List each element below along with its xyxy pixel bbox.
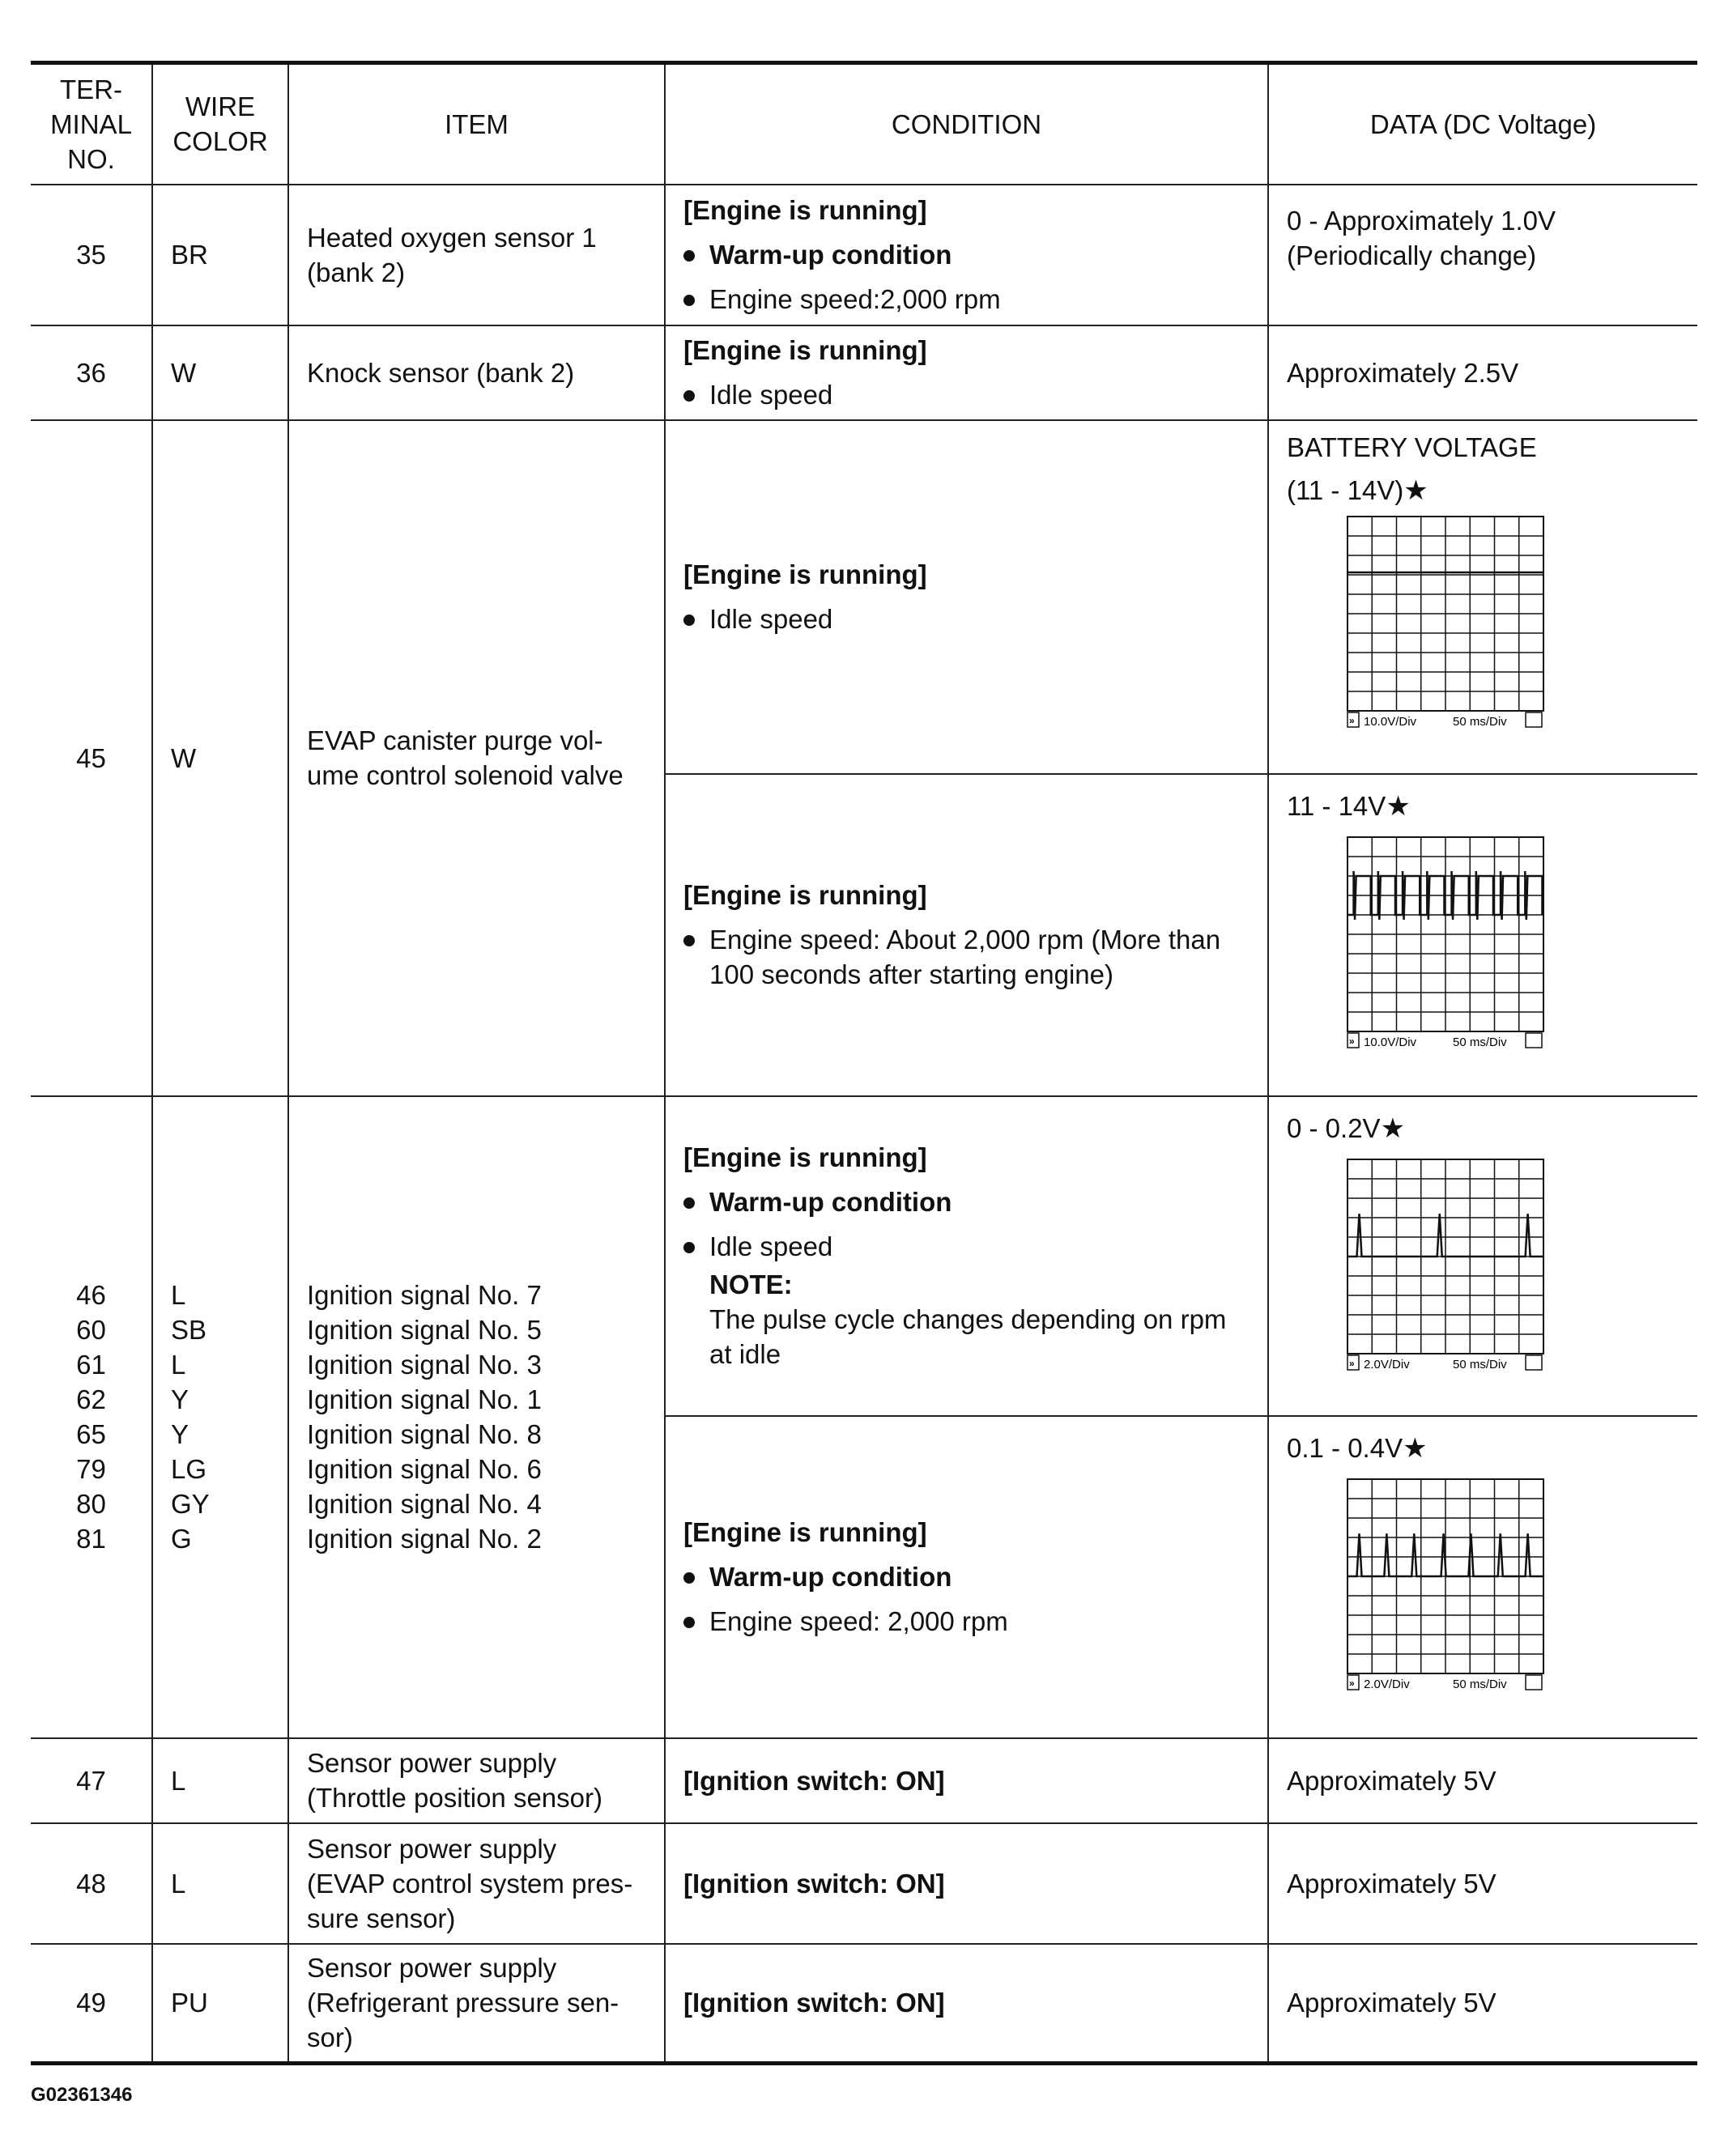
condition-cell: [Ignition switch: ON] <box>665 1738 1268 1823</box>
bullet-icon <box>683 390 695 402</box>
wire-color-cell: W <box>152 325 288 420</box>
item-cell: Sensor power supply (Throttle position sensor) <box>288 1738 665 1823</box>
condition-heading: [Engine is running] <box>683 335 927 365</box>
condition-bullet: Idle speed <box>709 380 833 410</box>
condition-bullet: Engine speed: 2,000 rpm <box>709 1606 1008 1636</box>
item-cell: Knock sensor (bank 2) <box>288 325 665 420</box>
data-cell: Approximately 5V <box>1268 1738 1697 1823</box>
data-label: 11 - 14V <box>1287 790 1386 821</box>
wire-color-cell: L <box>152 1738 288 1823</box>
terminal-data-table-document <box>31 61 1697 2065</box>
scope-arrow-icon: » <box>1349 1035 1355 1047</box>
scope-graph <box>1347 836 1545 1049</box>
wire-color-header: WIRE COLOR <box>152 63 288 185</box>
data-cell <box>1268 1416 1697 1738</box>
item-cell: Ignition signal No. 7 Ignition signal No. 5 Ignition signal No. 3 Ignition signal No. 1 Ignition signal No. 8 Ignition signal No. 6 Ignition signal No. 4 Ignition signal No. 2 <box>288 1096 665 1738</box>
oscilloscope-waveform <box>1347 1159 1545 1371</box>
data-cell: Approximately 2.5V <box>1268 325 1697 420</box>
star-icon: ★ <box>1380 1112 1406 1144</box>
table-row <box>31 185 1697 325</box>
ecm-terminal-table <box>31 61 1697 2065</box>
scope-time-div: 50 ms/Div <box>1453 714 1507 729</box>
data-label: 0 - 0.2V <box>1287 1112 1381 1143</box>
scope-volt-div: 10.0V/Div <box>1364 714 1417 729</box>
condition-cell: [Ignition switch: ON] <box>665 1823 1268 1944</box>
star-icon: ★ <box>1386 790 1411 822</box>
oscilloscope-waveform <box>1347 836 1545 1049</box>
header-row <box>31 63 1697 185</box>
scope-arrow-icon: » <box>1349 1677 1355 1689</box>
wire-color-cell: BR <box>152 185 288 325</box>
condition-cell <box>665 1416 1268 1738</box>
condition-cell <box>665 774 1268 1096</box>
terminal-cell: 49 <box>31 1944 152 2064</box>
scope-volt-div: 2.0V/Div <box>1364 1357 1410 1371</box>
terminal-no-header: TER- MINAL NO. <box>31 63 152 185</box>
condition-cell <box>665 325 1268 420</box>
wire-color-cell: W <box>152 420 288 1096</box>
bullet-icon <box>683 1242 695 1253</box>
condition-bullet: Engine speed:2,000 rpm <box>709 284 1001 314</box>
terminal-cell: 46 60 61 62 65 79 80 81 <box>31 1096 152 1738</box>
scope-time-div: 50 ms/Div <box>1453 1035 1507 1049</box>
data-label: BATTERY VOLTAGE <box>1287 432 1537 462</box>
bullet-icon <box>683 1617 695 1628</box>
scope-volt-div: 2.0V/Div <box>1364 1677 1410 1691</box>
table-row <box>31 325 1697 420</box>
data-cell: Approximately 5V <box>1268 1944 1697 2064</box>
scope-corner-box-icon <box>1526 712 1542 727</box>
star-icon: ★ <box>1403 1432 1428 1464</box>
data-cell: 0 - Approximately 1.0V (Periodically change) <box>1268 185 1697 325</box>
item-cell: Sensor power supply (Refrigerant pressure sen- sor) <box>288 1944 665 2064</box>
data-label: 0.1 - 0.4V <box>1287 1432 1403 1463</box>
data-header: DATA (DC Voltage) <box>1268 63 1697 185</box>
condition-bullet: Idle speed <box>709 604 833 634</box>
condition-cell <box>665 1096 1268 1416</box>
data-cell <box>1268 420 1697 774</box>
wire-color-cell: PU <box>152 1944 288 2064</box>
condition-heading: [Engine is running] <box>683 559 927 589</box>
condition-heading: [Engine is running] <box>683 880 927 910</box>
condition-bullet: Engine speed: About 2,000 rpm (More than 100 seconds after starting engine) <box>709 925 1221 989</box>
condition-bullet: Warm-up condition <box>709 1187 952 1217</box>
bullet-icon <box>683 614 695 626</box>
scope-graph <box>1347 1478 1545 1691</box>
item-cell: EVAP canister purge vol- ume control solenoid valve <box>288 420 665 1096</box>
bullet-icon <box>683 1197 695 1209</box>
condition-heading: [Engine is running] <box>683 195 927 225</box>
condition-heading: [Engine is running] <box>683 1517 927 1547</box>
scope-volt-div: 10.0V/Div <box>1364 1035 1417 1049</box>
terminal-cell: 48 <box>31 1823 152 1944</box>
data-cell: Approximately 5V <box>1268 1823 1697 1944</box>
oscilloscope-waveform <box>1347 1478 1545 1691</box>
table-row <box>31 1944 1697 2064</box>
condition-cell <box>665 185 1268 325</box>
wire-color-cell: L SB L Y Y LG GY G <box>152 1096 288 1738</box>
condition-cell: [Ignition switch: ON] <box>665 1944 1268 2064</box>
scope-arrow-icon: » <box>1349 1357 1355 1369</box>
table-row <box>31 1096 1697 1416</box>
data-label: (11 - 14V) <box>1287 474 1404 505</box>
table-row <box>31 1738 1697 1823</box>
item-cell: Sensor power supply (EVAP control system pres- sure sensor) <box>288 1823 665 1944</box>
condition-bullet: Warm-up condition <box>709 1562 952 1592</box>
note-title: NOTE: <box>709 1269 793 1299</box>
data-cell <box>1268 1096 1697 1416</box>
terminal-cell: 35 <box>31 185 152 325</box>
bullet-icon <box>683 250 695 262</box>
bullet-icon <box>683 1572 695 1584</box>
bullet-icon <box>683 935 695 946</box>
figure-code: G02361346 <box>31 2084 133 2106</box>
table-row <box>31 1823 1697 1944</box>
scope-corner-box-icon <box>1526 1675 1542 1690</box>
terminal-cell: 47 <box>31 1738 152 1823</box>
table-row <box>31 420 1697 774</box>
condition-bullet: Idle speed <box>709 1231 833 1261</box>
item-header: ITEM <box>288 63 665 185</box>
data-cell <box>1268 774 1697 1096</box>
scope-time-div: 50 ms/Div <box>1453 1677 1507 1691</box>
terminal-cell: 36 <box>31 325 152 420</box>
wire-color-cell: L <box>152 1823 288 1944</box>
condition-heading: [Engine is running] <box>683 1142 927 1172</box>
condition-header: CONDITION <box>665 63 1268 185</box>
scope-time-div: 50 ms/Div <box>1453 1357 1507 1371</box>
scope-corner-box-icon <box>1526 1355 1542 1370</box>
scope-graph <box>1347 516 1545 729</box>
oscilloscope-waveform <box>1347 516 1545 729</box>
scope-corner-box-icon <box>1526 1033 1542 1048</box>
condition-cell <box>665 420 1268 774</box>
star-icon: ★ <box>1403 474 1428 506</box>
terminal-cell: 45 <box>31 420 152 1096</box>
condition-bullet: Warm-up condition <box>709 240 952 270</box>
bullet-icon <box>683 295 695 306</box>
scope-arrow-icon: » <box>1349 714 1355 726</box>
scope-graph <box>1347 1159 1545 1371</box>
note-text: The pulse cycle changes depending on rpm at idle <box>709 1304 1227 1369</box>
item-cell: Heated oxygen sensor 1 (bank 2) <box>288 185 665 325</box>
